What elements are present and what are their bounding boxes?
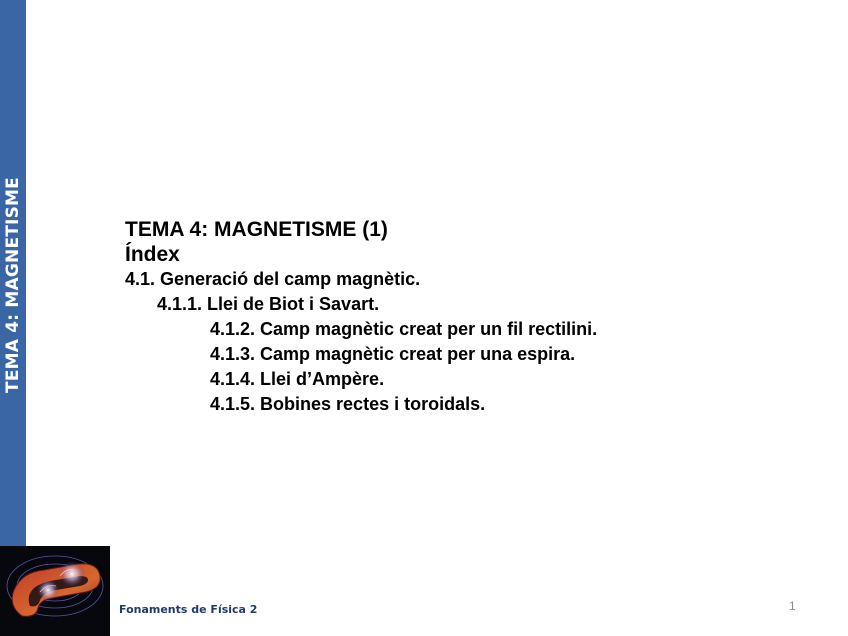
index-item: 4.1.2. Camp magnètic creat per un fil rectilini. [210, 319, 598, 339]
index-heading: Índex [125, 243, 180, 266]
index-item: 4.1. Generació del camp magnètic. [125, 269, 421, 289]
index-item: 4.1.3. Camp magnètic creat per una espira. [210, 344, 576, 364]
magnet-image [0, 546, 110, 636]
index-item: 4.1.5. Bobines rectes i toroidals. [210, 394, 486, 414]
slide-content [125, 217, 597, 417]
index-item: 4.1.4. Llei d’Ampère. [210, 369, 385, 389]
side-band [0, 0, 26, 546]
index-item: 4.1.1. Llei de Biot i Savart. [157, 294, 380, 314]
page-number: 1 [789, 599, 796, 613]
course-name: Fonaments de Física 2 [119, 603, 258, 616]
side-title: TEMA 4: MAGNETISME [3, 177, 23, 393]
slide-title: TEMA 4: MAGNETISME (1) [125, 218, 388, 241]
